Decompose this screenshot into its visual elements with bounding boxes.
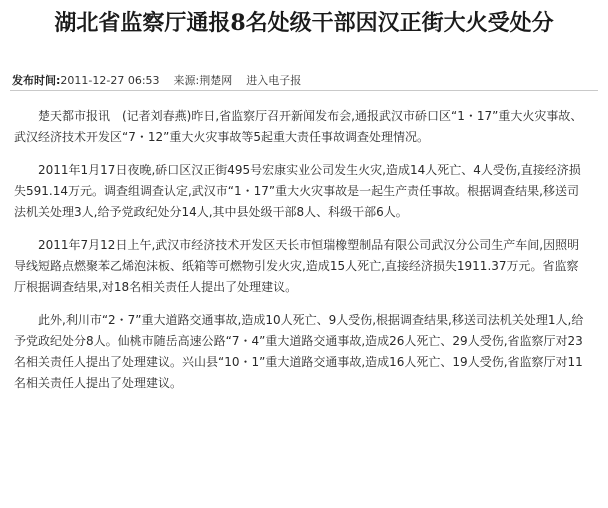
paragraph: 此外,利川市“2・7”重大道路交通事故,造成10人死亡、9人受伤,根据调查结果,移送司法机关处理1人,给予党政纪处分8人。仙桃市随岳高速公路“7・4”重大道路交通事故,造成26人死亡、29人受伤,省监察厅对23名相关责任人提出了处理建议。兴山县“10・1”重大道路交通事故,造成16人死亡、19人受伤,省监察厅对11名相关责任人提出了处理建议。 — [14, 313, 584, 390]
article-body — [14, 106, 588, 406]
publish-time-label: 发布时间: — [12, 74, 61, 87]
paragraph: 2011年7月12日上午,武汉市经济技术开发区天长市恒瑞橡塑制品有限公司武汉分公司生产车间,因照明导线短路点燃聚苯乙烯泡沫板、纸箱等可燃物引发火灾,造成15人死亡,直接经济损失1911.37万元。省监察厅根据调查结果,对18名相关责任人提出了处理建议。 — [14, 238, 580, 294]
source-label: 来源: — [173, 74, 200, 87]
divider — [10, 90, 598, 91]
paragraph: 楚天都市报讯 (记者刘春燕)昨日,省监察厅召开新闻发布会,通报武汉市硚口区“1・17”重大火灾事故、武汉经济技术开发区“7・12”重大火灾事故等5起重大责任事故调查处理情况。 — [14, 109, 583, 144]
source-name: 荆楚网 — [199, 74, 233, 87]
paragraph: 2011年1月17日夜晚,硚口区汉正街495号宏康实业公司发生火灾,造成14人死亡、4人受伤,直接经济损失591.14万元。调查组调查认定,武汉市“1・17”重大火灾事故是一起生产责任事故。根据调查结果,移送司法机关处理3人,给予党政纪处分14人,其中县处级干部8人、科级干部6人。 — [14, 163, 581, 219]
article-headline: 湖北省监察厅通报8名处级干部因汉正街大火受处分 — [54, 10, 554, 36]
epaper-link[interactable]: 进入电子报 — [246, 74, 302, 87]
publish-time: 2011-12-27 06:53 — [60, 74, 160, 87]
article-meta — [12, 72, 301, 88]
